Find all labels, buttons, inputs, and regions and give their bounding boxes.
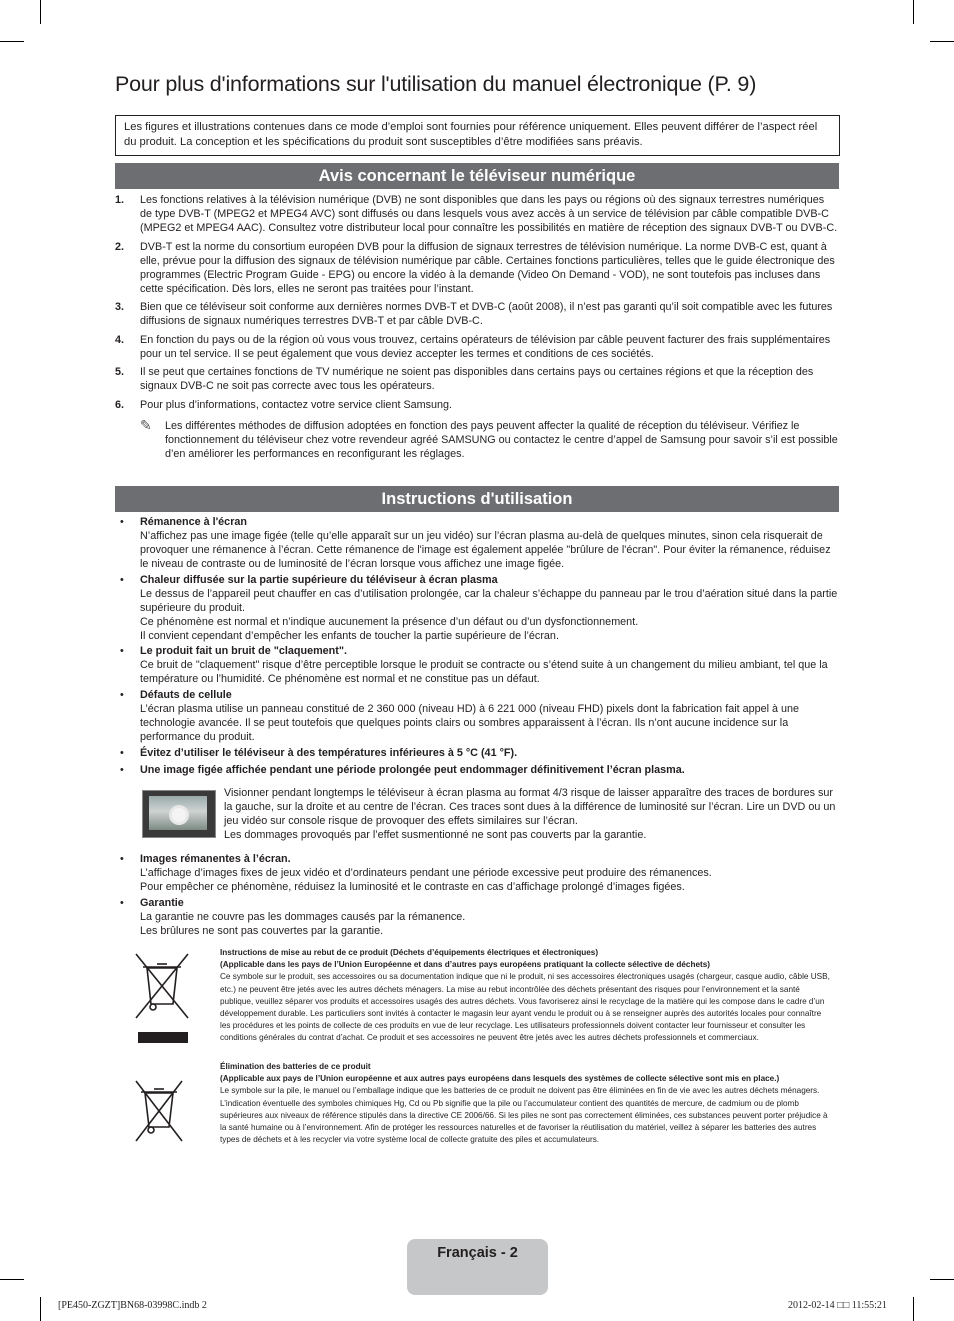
crop-mark	[0, 1279, 24, 1280]
list-item: 5. Il se peut que certaines fonctions de TV numérique ne soient pas disponibles dans certains pays ou certaines régions et que la réception des signaux DVB-C ne soit pas correcte avec tous les opérateurs.	[115, 366, 814, 392]
list-item: • Garantie La garantie ne couvre pas les dommages causés par la rémanence. Les brûlures ne sont pas couvertes par la garantie.	[120, 896, 466, 937]
page-number: Français - 2	[437, 1245, 518, 1261]
list-item: • Chaleur diffusée sur la partie supérieure du téléviseur à écran plasma Le dessus de l’appareil peut chauffer en cas d’utilisation prolongée, car la chaleur s’échappe du panneau par le trou d’aération situé dans la partie supérieure du produit. Ce phénomène est normal et n’indique aucunement la présence d’un défaut ou d’un dysfonctionnement. Il convient cependant d’empêcher les enfants de toucher la partie supérieure de l’écran.	[120, 573, 838, 642]
list-item: • Images rémanentes à l’écran. L’affichage d’images fixes de jeux vidéo et d’ordinateurs pendant une période excessive peut produire des rémanences. Pour empêcher ce phénomène, réduisez la luminosité et le contraste en cas d’affichage prolongé d’images figées.	[120, 853, 712, 893]
instructions-list-continued	[115, 852, 839, 939]
bullet-icon: •	[120, 896, 124, 909]
page-number-tab	[407, 1239, 548, 1295]
crop-mark	[40, 0, 41, 24]
plasma-screen-illustration	[142, 790, 216, 838]
crossed-bin-battery-icon	[133, 1079, 185, 1151]
bullet-icon: •	[120, 853, 124, 865]
list-item: • Défauts de cellule L’écran plasma utilise un panneau constitué de 2 360 000 (niveau HD) à 6 221 000 (niveau FHD) pixels dont la fabrication fait appel à une technologie avancée. Il se peut toutefois que quelques points clairs ou sombres apparaissent à l’écran. Ils n’ont aucune incidence sur la performance du produit.	[120, 688, 800, 743]
bullet-icon: •	[120, 746, 124, 759]
weee-disposal-notice: Instructions de mise au rebut de ce produit (Déchets d’équipements électriques et électroniques) (Applicable dans les pays de l’Union Européenne et dans d’autres pays européens pratiquant la collecte sélective de déchets) Ce symbole sur le produit, ses accessoires ou sa documentation indique que ni le produit, ni ses accessoires électroniques usagés (chargeur, casque audio, câble USB, etc.) ne peuvent être jetés avec les autres déchets ménagers. La mise au rebut incontrôlée des déchets présentant des risques pour l’environnement et la santé publique, veuillez séparer vos produits et accessoires usagés des autres déchets. Vous favoriserez ainsi le recyclage de la matière qui les compose dans le cadre d’un développement durable. Les particuliers sont invités à contacter le magasin leur ayant vendu le produit ou à se renseigner auprès des autorités locales pour connaître les procédures et les points de collecte de ces produits en vue de leur recyclage. Les utilisateurs professionnels doivent contacter leur fournisseur et consulter les conditions générales du contrat d’achat. Ce produit et ses accessoires ne peuvent être jetés avec les autres déchets professionnels et commerciaux.	[115, 947, 839, 1062]
list-item: 4. En fonction du pays ou de la région où vous vous trouvez, certains opérateurs de télévision par câble peuvent facturer des frais supplémentaires pour un tel service. Il se peut également que vous deviez accepter les termes et conditions de ces sociétés.	[115, 333, 831, 360]
crop-mark	[930, 1279, 954, 1280]
bullet-icon: •	[120, 688, 124, 701]
crop-mark	[930, 41, 954, 42]
list-item: 3. Bien que ce téléviseur soit conforme aux dernières normes DVB-T et DVB-C (août 2008), il n’est pas garanti qu’il soit compatible avec les futures diffusions de signaux numériques terrestres DVB-T et par câble DVB-C.	[115, 301, 833, 327]
disclaimer-box: Les figures et illustrations contenues dans ce mode d’emploi sont fournies pour référence uniquement. Elles peuvent différer de l’aspect réel du produit. La conception et les spécifications du produit sont susceptibles d’être modifiées sans préavis.	[115, 115, 840, 156]
section-heading-digital-tv: Avis concernant le téléviseur numérique	[115, 163, 839, 189]
print-footer-timestamp: 2012-02-14 □□ 11:55:21	[788, 1300, 887, 1311]
list-item: • Évitez d’utiliser le téléviseur à des températures inférieures à 5 °C (41 °F).	[120, 746, 518, 759]
list-item: 6. Pour plus d’informations, contactez votre service client Samsung.	[115, 398, 453, 411]
crop-mark	[40, 1297, 41, 1321]
crop-mark	[0, 41, 24, 42]
list-item: • Le produit fait un bruit de "claquement". Ce bruit de "claquement" risque d’être perceptible lorsque le produit se contracte ou s’étend suite à un changement du milieu ambiant, tel que la température ou l’humidité. Ce phénomène est normal et ne constitue pas un défaut.	[120, 645, 828, 685]
bullet-icon: •	[120, 763, 124, 776]
crop-mark	[913, 1297, 914, 1321]
tip-note: ✎ Les différentes méthodes de diffusion adoptées en fonction des pays peuvent affecter la qualité de réception du téléviseur. Vérifiez le fonctionnement du téléviseur chez votre revendeur agréé SAMSUNG ou contactez le centre d’appel de Samsung pour savoir s’il est possible d’en améliorer les performances en reconfigurant les réglages.	[140, 416, 838, 460]
bullet-icon: •	[120, 573, 124, 586]
battery-disposal-notice: Élimination des batteries de ce produit (Applicable aux pays de l’Union européenne et aux autres pays européens dans lesquels des systèmes de collecte sélective sont mis en place.) Le symbole sur la pile, le manuel ou l’emballage indique que les batteries de ce produit ne doivent pas être éliminées en fin de vie avec les autres déchets ménagers. L’indication éventuelle des symboles chimiques Hg, Cd ou Pb signifie que la pile ou l’accumulateur contient des quantités de mercure, de cadmium ou de plomb supérieures aux niveaux de référence stipulés dans la directive CE 2006/66. Si les piles ne sont pas correctement éliminées, ces substances peuvent porter préjudice à la santé humaine ou à l’environnement. Afin de protéger les ressources naturelles et de favoriser la réutilisation du matériel, veillez à séparer les batteries des autres types de déchets et à les recycler via votre système local de collecte gratuite des piles et accumulateurs.	[115, 1061, 839, 1173]
digital-tv-notice-list	[115, 193, 839, 461]
list-item: • Une image figée affichée pendant une période prolongée peut endommager définitivement l’écran plasma.	[120, 763, 685, 776]
list-item: 1. Les fonctions relatives à la télévision numérique (DVB) ne sont disponibles que dans les pays ou régions où des signaux terrestres numériques de type DVB-T (MPEG2 et MPEG4 AVC) sont diffusés ou dans lesquels vous avez accès à un service de télévision par câble compatible DVB-C (MPEG2 et MPEG4 AAC). Consultez votre distributeur local pour connaître les possibilités en matière de réception des signaux DVB-T ou DVB-C.	[115, 194, 838, 234]
page-title: Pour plus d'informations sur l'utilisation du manuel électronique (P. 9)	[115, 72, 757, 96]
section-heading-instructions: Instructions d'utilisation	[115, 486, 839, 512]
instructions-list	[115, 515, 839, 778]
pencil-note-icon: ✎	[140, 416, 152, 433]
list-item: • Rémanence à l'écran N’affichez pas une image figée (telle qu’elle apparaît sur un jeu vidéo) sur l’écran plasma au-delà de quelques minutes, sinon cela risquerait de provoquer une rémanence à l’écran. Cette rémanence de l'image est également appelée "brûlure de l'écran". Pour éviter la rémanence, réduisez le niveau de contraste ou de luminosité de l’écran lorsque vous affichez une image figée.	[120, 516, 831, 570]
list-item: 2. DVB-T est la norme du consortium européen DVB pour la diffusion de signaux terrestres de télévision numérique. La norme DVB-C est, quant à elle, prévue pour la diffusion des signaux de télévision numérique par câble. Certaines fonctions particulières, telles que le guide électronique des programmes (Electric Program Guide - EPG) ou encore la vidéo à la demande (Video On Demand - VOD), ne sont toutefois pas incluses dans cette spécification. Dès lors, elles ne seront pas traitées pour l’instant.	[115, 240, 835, 295]
bullet-icon: •	[120, 645, 124, 657]
bullet-icon: •	[120, 516, 124, 528]
crossed-bin-icon	[133, 952, 191, 1048]
crop-mark	[913, 0, 914, 24]
print-footer-file: [PE450-ZGZT]BN68-03998C.indb 2	[58, 1300, 207, 1311]
